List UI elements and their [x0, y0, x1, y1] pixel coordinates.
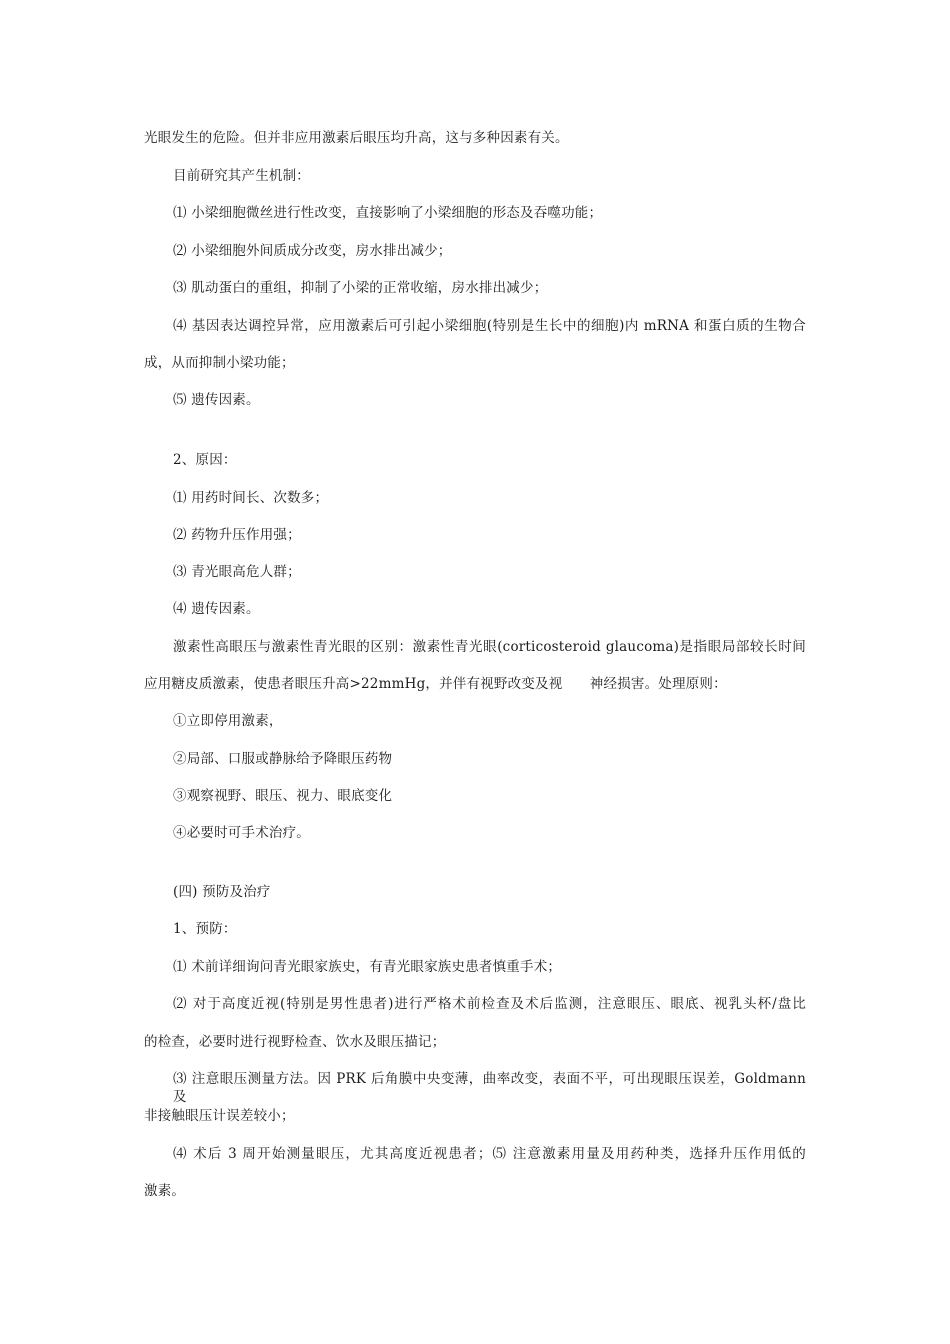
paragraph-line: 应用糖皮质激素，使患者眼压升高>22mmHg，并伴有视野改变及视 神经损害。处理原则： — [144, 676, 727, 692]
list-item: ⑵ 小梁细胞外间质成分改变，房水排出减少； — [173, 243, 452, 259]
list-item: ⑵ 药物升压作用强； — [173, 527, 301, 543]
paragraph-line: 激素性高眼压与激素性青光眼的区别：激素性青光眼(corticosteroid glaucoma)是指眼局部较长时间 — [173, 639, 806, 655]
paragraph-line: 的检查，必要时进行视野检查、饮水及眼压描记； — [144, 1034, 446, 1050]
list-item: ⑷ 基因表达调控异常，应用激素后可引起小梁细胞(特别是生长中的细胞)内 mRNA 和蛋白质的生物合 — [173, 318, 806, 334]
paragraph-line: 光眼发生的危险。但并非应用激素后眼压均升高，这与多种因素有关。 — [144, 130, 569, 146]
list-item: ④必要时可手术治疗。 — [173, 825, 310, 841]
section-heading: (四) 预防及治疗 — [173, 884, 271, 900]
list-item: ⑷ 术后 3 周开始测量眼压，尤其高度近视患者；⑸ 注意激素用量及用药种类，选择升压作用低的 — [173, 1146, 806, 1162]
list-item: ①立即停用激素， — [173, 713, 283, 729]
subsection-heading: 1、预防： — [173, 921, 237, 937]
list-item: ⑵ 对于高度近视(特别是男性患者)进行严格术前检查及术后监测，注意眼压、眼底、视乳头杯/盘比 — [173, 996, 806, 1012]
list-item: ⑶ 肌动蛋白的重组，抑制了小梁的正常收缩，房水排出减少； — [173, 280, 548, 296]
list-item: ⑴ 小梁细胞微丝进行性改变，直接影响了小梁细胞的形态及吞噬功能； — [173, 205, 603, 221]
list-item: ⑸ 遗传因素。 — [173, 392, 260, 408]
paragraph-line: 激素。 — [144, 1183, 186, 1199]
paragraph-line: 非接触眼压计误差较小； — [144, 1108, 295, 1124]
list-item: ⑴ 术前详细询问青光眼家族史，有青光眼家族史患者慎重手术； — [173, 959, 562, 975]
list-item: ⑶ 青光眼高危人群； — [173, 564, 301, 580]
list-item: ③观察视野、眼压、视力、眼底变化 — [173, 788, 393, 804]
section-heading: 2、原因： — [173, 452, 237, 468]
list-item: ⑶ 注意眼压测量方法。因 PRK 后角膜中央变薄，曲率改变，表面不平，可出现眼压误差，Goldmann 及 — [173, 1071, 806, 1105]
list-item: ⑴ 用药时间长、次数多； — [173, 490, 329, 506]
list-item: ⑷ 遗传因素。 — [173, 601, 260, 617]
paragraph-line: 目前研究其产生机制： — [173, 168, 310, 184]
paragraph-line: 成，从而抑制小梁功能； — [144, 355, 295, 371]
list-item: ②局部、口服或静脉给予降眼压药物 — [173, 751, 393, 767]
